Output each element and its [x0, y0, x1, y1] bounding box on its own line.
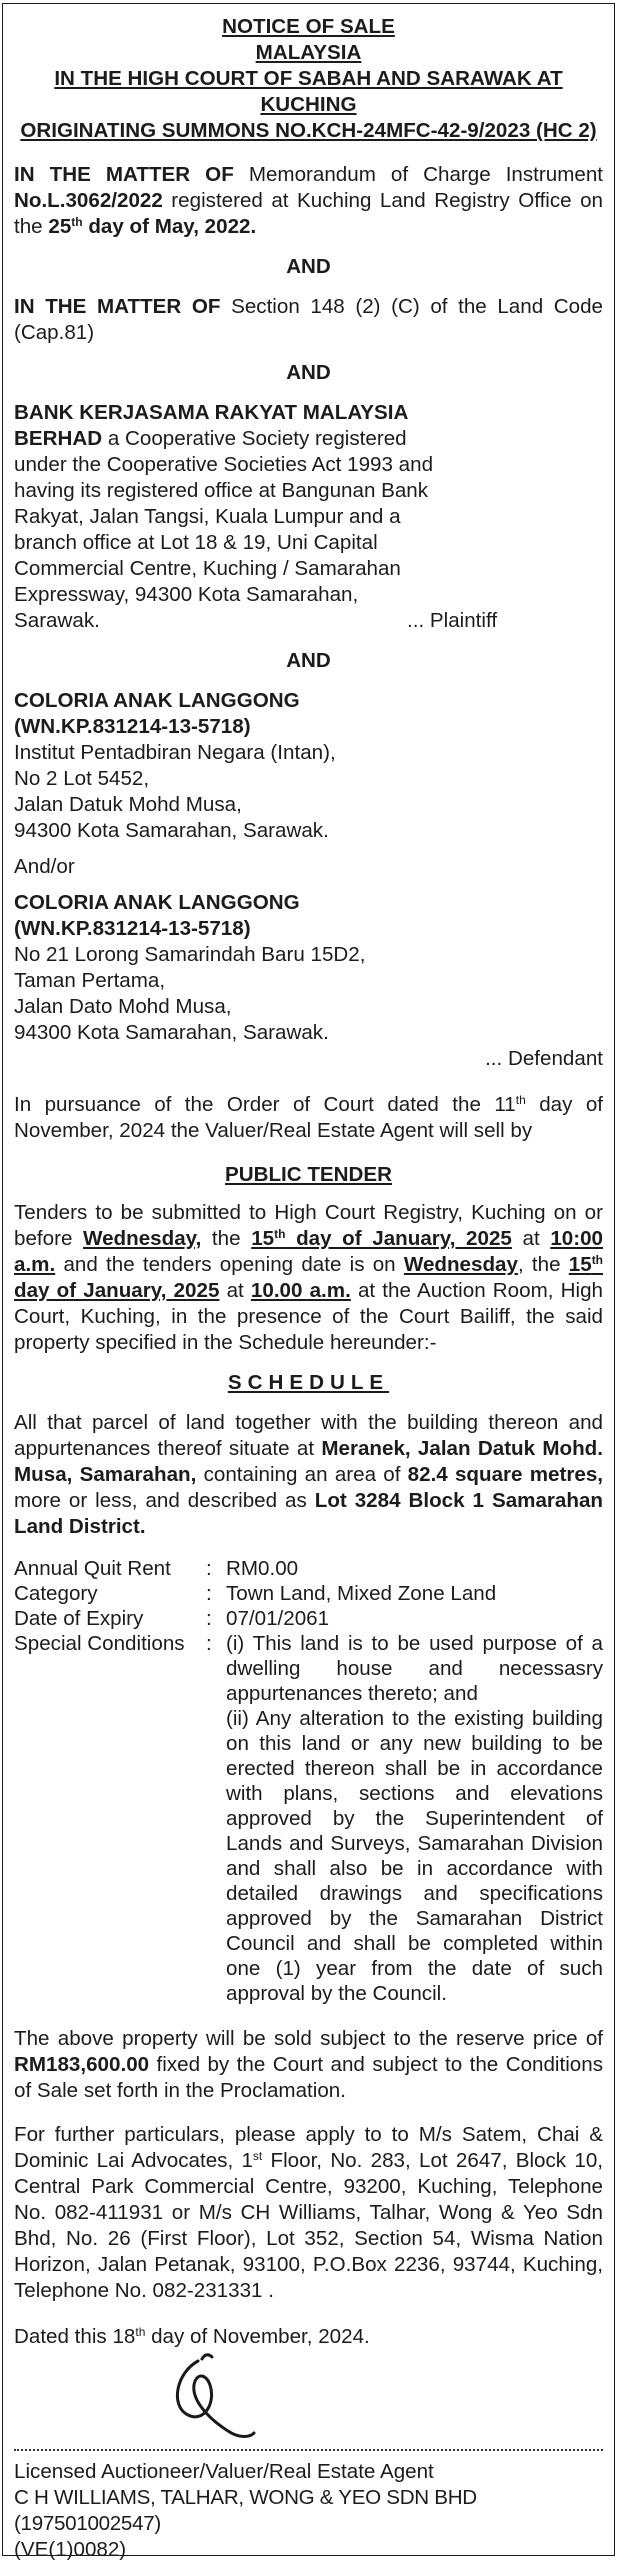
- defendant-address-1: COLORIA ANAK LANGGONG (WN.KP.831214-13-5718) Institut Pentadbiran Negara (Intan), No 2 Lot 5452, Jalan Datuk Mohd Musa, 94300 Kota Samarahan, Sarawak.: [14, 689, 336, 842]
- property-details-table: [14, 1556, 603, 2006]
- notice-title: NOTICE OF SALE: [222, 15, 395, 38]
- special-condition-2: (ii) Any alteration to the existing building on this land or any new building to be erected thereon shall be in accordance with plans, sections and elevations approved by the Superintendent of Lands and Surveys, Samarahan Division and shall also be in accordance with detailed drawings and specifications approved by the Samarahan District Council and shall be completed within one (1) year from the date of such approval by the Council.: [226, 1707, 603, 2005]
- detail-label: Special Conditions: [14, 1632, 185, 1655]
- schedule-heading: SCHEDULE: [227, 1371, 390, 1394]
- matter-charge-instrument: IN THE MATTER OF Memorandum of Charge Instrument No.L.3062/2022 registered at Kuching Land Registry Office on the 25th day of May, 2022.: [14, 163, 604, 238]
- court-heading: IN THE HIGH COURT OF SABAH AND SARAWAK AT KUCHING: [54, 67, 563, 116]
- and-or-separator: And/or: [14, 855, 75, 878]
- plaintiff-block: BANK KERJASAMA RAKYAT MALAYSIA BERHAD a Cooperative Society registered under the Cooperative Societies Act 1993 and having its registered office at Bangunan Bank Rakyat, Jalan Tangsi, Kuala Lumpur and a branch office at Lot 18 & 19, Uni Capital Commercial Centre, Kuching / Samarahan Expressway, 94300 Kota Samarahan, Sarawak. ... Plaintiff: [14, 401, 498, 632]
- notice-content: [14, 14, 603, 2350]
- defendant-ic: (WN.KP.831214-13-5718): [14, 715, 251, 738]
- detail-row: Category : Town Land, Mixed Zone Land: [14, 1581, 603, 1606]
- signature-line: [14, 2449, 603, 2451]
- auctioneer-registration: (VE(1)0082): [14, 2538, 127, 2561]
- defendant-role: ... Defendant: [485, 1047, 603, 1070]
- dated-line: Dated this 18th day of November, 2024.: [14, 2325, 370, 2348]
- reserve-price-paragraph: The above property will be sold subject to the reserve price of RM183,600.00 fixed by the Court and subject to the Conditions of Sale set forth in the Proclamation.: [14, 2027, 603, 2102]
- notice-page: [2, 3, 615, 2561]
- detail-label: Category: [14, 1582, 98, 1605]
- and-separator: AND: [286, 361, 331, 384]
- public-tender-heading: PUBLIC TENDER: [224, 1163, 393, 1186]
- auctioneer-company: C H WILLIAMS, TALHAR, WONG & YEO SDN BHD (197501002547): [14, 2486, 477, 2535]
- detail-value: 07/01/2061: [226, 1607, 330, 1630]
- auctioneer-footer: [14, 2459, 603, 2563]
- tender-paragraph: Tenders to be submitted to High Court Registry, Kuching on or before Wednesday, the 15th day of January, 2025 at 10:00 a.m. and the tenders opening date is on Wednesday, the 15th day of January, 2025 at 10.00 a.m. at the Auction Room, High Court, Kuching, in the presence of the Court Bailiff, the said property specified in the Schedule hereunder:-: [14, 1201, 604, 1354]
- detail-value: [226, 1631, 603, 2006]
- special-condition-1: (i) This land is to be used purpose of a dwelling house and necessasry appurtenances thereto; and: [226, 1632, 603, 1705]
- detail-label: Annual Quit Rent: [14, 1557, 171, 1580]
- summons-number: ORIGINATING SUMMONS NO.KCH-24MFC-42-9/2023 (HC 2): [20, 119, 597, 142]
- plaintiff-role: ... Plaintiff: [407, 609, 498, 632]
- schedule-paragraph: All that parcel of land together with the building thereon and appurtenances thereof situate at Meranek, Jalan Datuk Mohd. Musa, Samarahan, containing an area of 82.4 square metres, more or less, and described as Lot 3284 Block 1 Samarahan Land District.: [14, 1411, 604, 1538]
- country-heading: MALAYSIA: [255, 41, 362, 64]
- signature-mark: [158, 2351, 278, 2446]
- detail-row: Annual Quit Rent : RM0.00: [14, 1556, 603, 1581]
- detail-label: Date of Expiry: [14, 1607, 144, 1630]
- pursuance-paragraph: In pursuance of the Order of Court dated the 11th day of November, 2024 the Valuer/Real Estate Agent will sell by: [14, 1093, 604, 1142]
- and-separator: AND: [286, 255, 331, 278]
- matter-land-code: IN THE MATTER OF Section 148 (2) (C) of the Land Code (Cap.81): [14, 295, 603, 344]
- auctioneer-title: Licensed Auctioneer/Valuer/Real Estate Agent: [14, 2460, 434, 2483]
- plaintiff-name: BANK KERJASAMA RAKYAT MALAYSIA: [14, 401, 409, 424]
- defendant-name: COLORIA ANAK LANGGONG: [14, 689, 300, 712]
- and-separator: AND: [286, 649, 331, 672]
- defendant-ic: (WN.KP.831214-13-5718): [14, 917, 251, 940]
- detail-value: Town Land, Mixed Zone Land: [226, 1582, 497, 1605]
- particulars-paragraph: For further particulars, please apply to to M/s Satem, Chai & Dominic Lai Advocates, 1st Floor, No. 283, Lot 2647, Block 10, Central Park Commercial Centre, 93200, Kuching, Telephone No. 082-411931 or M/s CH Williams, Talhar, Wong & Yeo Sdn Bhd, No. 26 (First Floor), Lot 352, Section 54, Wisma Nation Horizon, Jalan Petanak, 93100, P.O.Box 2236, 93744, Kuching, Telephone No. 082-231331 .: [14, 2123, 603, 2302]
- detail-row: Special Conditions : (i) This land is to be used purpose of a dwelling house and necessasry appurtenances thereto; and (ii) Any alteration to the existing building on this land or any new building to be erected thereon shall be in accordance with plans, sections and elevations approved by the Superintendent of Lands and Surveys, Samarahan Division and shall also be in accordance with detailed drawings and specifications approved by the Samarahan District Council and shall be completed within one (1) year from the date of such approval by the Council.: [14, 1632, 603, 2005]
- detail-row: Date of Expiry : 07/01/2061: [14, 1606, 603, 1631]
- detail-value: RM0.00: [226, 1557, 299, 1580]
- defendant-name: COLORIA ANAK LANGGONG: [14, 891, 300, 914]
- defendant-address-2: COLORIA ANAK LANGGONG (WN.KP.831214-13-5718) No 21 Lorong Samarindah Baru 15D2, Taman Pertama, Jalan Dato Mohd Musa, 94300 Kota Samarahan, Sarawak. ... Defendant: [14, 891, 603, 1070]
